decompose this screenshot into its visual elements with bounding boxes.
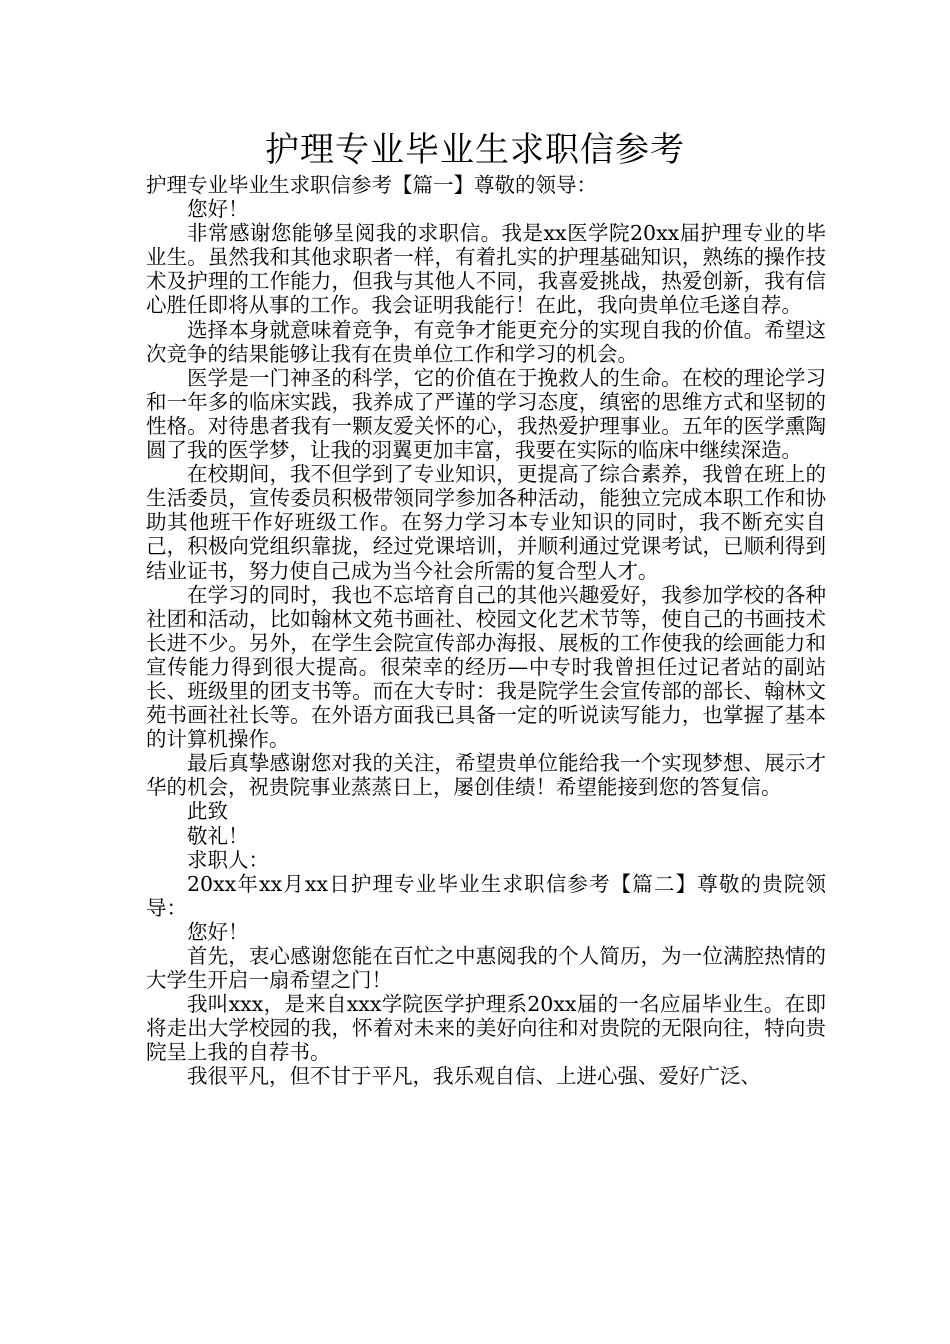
paragraph-self-intro: 我叫xxx，是来自xxx学院医学护理系20xx届的一名应届毕业生。在即将走出大学校园的我，怀着对未来的美好向往和对贵院的无限向往，特向贵院呈上我的自荐书。 bbox=[146, 992, 826, 1065]
paragraph-applicant: 求职人： bbox=[187, 847, 269, 872]
paragraph-medicine: 医学是一门神圣的科学，它的价值在于挽救人的生命。在校的理论学习和一年多的临床实践，我养成了严谨的学习态度，缜密的思维方式和坚韧的性格。对待患者我有一颗友爱关怀的心，我热爱护理事业。五年的医学熏陶圆了我的医学梦，让我的羽翼更加丰富，我要在实际的临床中继续深造。 bbox=[146, 365, 826, 463]
paragraph-greeting-2: 您好！ bbox=[187, 919, 249, 944]
paragraph-jingli: 敬礼！ bbox=[187, 823, 249, 848]
paragraph-closing: 最后真挚感谢您对我的关注，希望贵单位能给我一个实现梦想、展示才华的机会，祝贵院事业蒸蒸日上，屡创佳绩！希望能接到您的答复信。 bbox=[146, 751, 826, 800]
document-body bbox=[146, 173, 826, 1089]
paragraph-ordinary: 我很平凡，但不甘于平凡，我乐观自信、上进心强、爱好广泛、 bbox=[187, 1064, 761, 1089]
paragraph-cizhi: 此致 bbox=[187, 799, 228, 824]
paragraph-hobbies: 在学习的同时，我也不忘培育自己的其他兴趣爱好，我参加学校的各种社团和活动，比如翰林文苑书画社、校园文化艺术节等，使自己的书画技术长进不少。另外，在学生会院宣传部办海报、展板的工作使我的绘画能力和宣传能力得到很大提高。很荣幸的经历—中专时我曾担任过记者站的副站长、班级里的团支书等。而在大专时：我是院学生会宣传部的部长、翰林文苑书画社社长等。在外语方面我已具备一定的听说读写能力，也掌握了基本的计算机操作。 bbox=[146, 582, 826, 752]
paragraph-school: 在校期间，我不但学到了专业知识，更提高了综合素养，我曾在班上的生活委员，宣传委员积极带领同学参加各种活动，能独立完成本职工作和协助其他班干作好班级工作。在努力学习本专业知识的同时，我不断充实自己，积极向党组织靠拢，经过党课培训，并顺利通过党课考试，已顺利得到结业证书，努力使自己成为当今社会所需的复合型人才。 bbox=[146, 462, 826, 583]
paragraph-intro: 非常感谢您能够呈阅我的求职信。我是xx医学院20xx届护理专业的毕业生。虽然我和其他求职者一样，有着扎实的护理基础知识，熟练的操作技术及护理的工作能力，但我与其他人不同，我喜爱挑战，热爱创新，我有信心胜任即将从事的工作。我会证明我能行！在此，我向贵单位毛遂自荐。 bbox=[146, 221, 826, 318]
document-title: 护理专业毕业生求职信参考 bbox=[265, 130, 685, 170]
paragraph-date-heading-2: 20xx年xx月xx日护理专业毕业生求职信参考【篇二】尊敬的贵院领导： bbox=[146, 871, 826, 920]
paragraph-greeting-1: 您好！ bbox=[187, 197, 249, 222]
paragraph-competition: 选择本身就意味着竞争，有竞争才能更充分的实现自我的价值。希望这次竞争的结果能够让我有在贵单位工作和学习的机会。 bbox=[146, 317, 826, 366]
paragraph-thanks: 首先，衷心感谢您能在百忙之中惠阅我的个人简历，为一位满腔热情的大学生开启一扇希望之门！ bbox=[146, 944, 826, 993]
paragraph-heading-1: 护理专业毕业生求职信参考【篇一】尊敬的领导： bbox=[146, 173, 597, 197]
